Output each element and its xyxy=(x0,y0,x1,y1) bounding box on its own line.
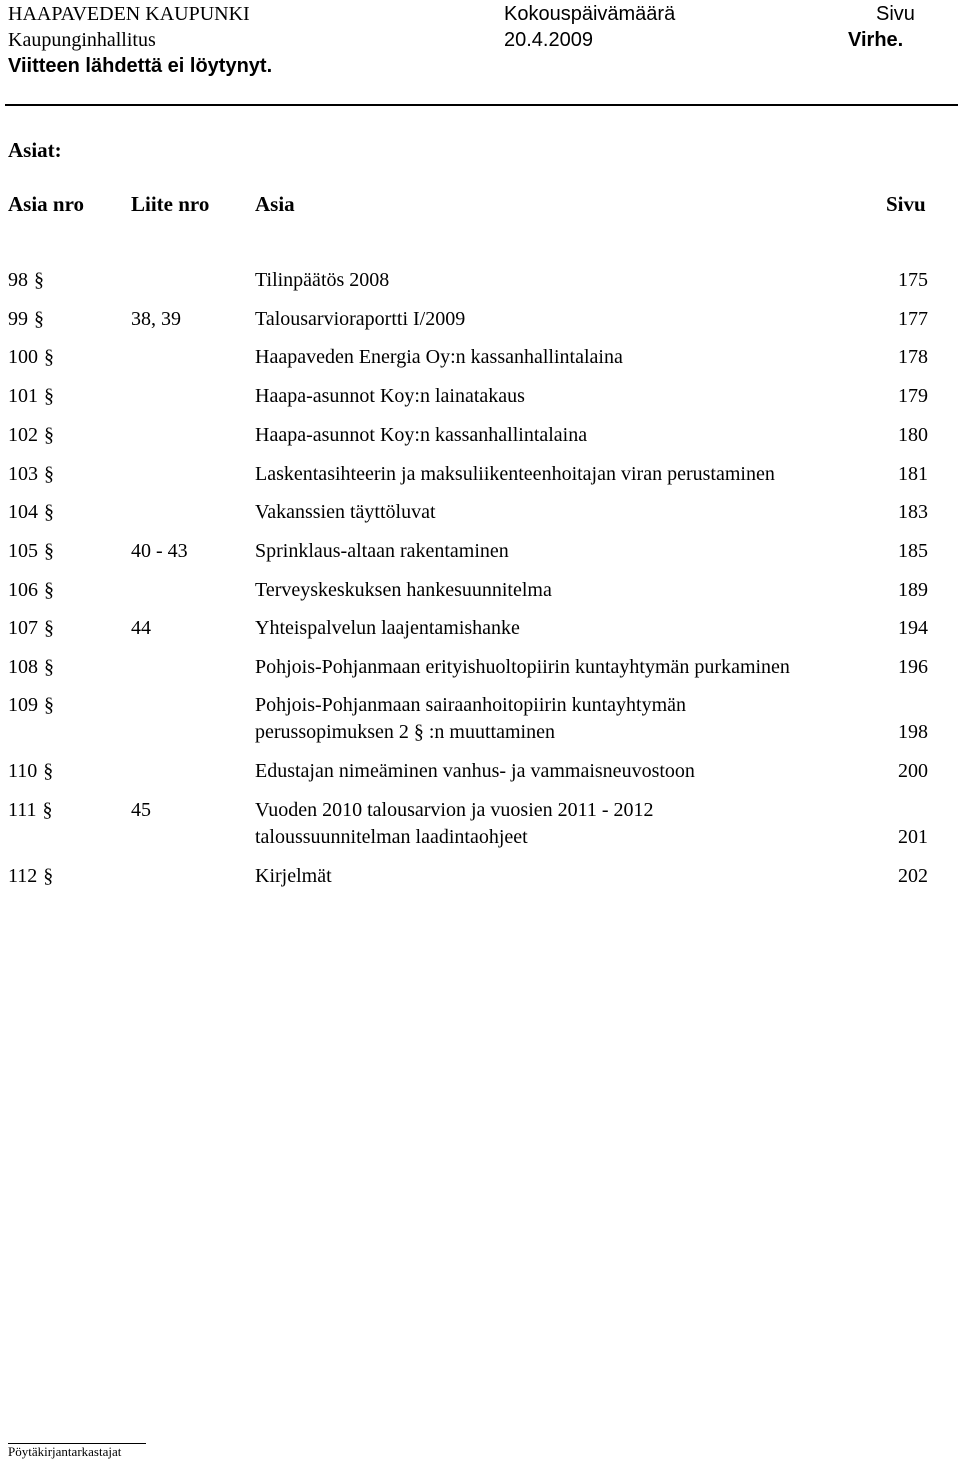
agenda-item-page: 179 xyxy=(898,385,928,407)
section-title: Asiat: xyxy=(8,138,62,162)
reference-error: Viitteen lähdettä ei löytynyt. xyxy=(8,55,273,77)
meeting-date: 20.4.2009 xyxy=(504,29,593,51)
agenda-item-title xyxy=(255,461,885,488)
agenda-item-attachment: 40 - 43 xyxy=(131,540,188,562)
agenda-item-number xyxy=(8,692,54,719)
section-symbol: § xyxy=(44,656,54,678)
agenda-item-title-line: Laskentasihteerin ja maksuliikenteenhoitajan viran perustaminen xyxy=(255,463,775,485)
agenda-item-attachment: 45 xyxy=(131,799,151,821)
item-number-text: 103 xyxy=(8,463,38,485)
item-number-text: 107 xyxy=(8,617,38,639)
item-number-text: 100 xyxy=(8,346,38,368)
agenda-item-attachment: 38, 39 xyxy=(131,308,181,330)
agenda-item-title xyxy=(255,344,885,371)
agenda-item-title-line: Tilinpäätös 2008 xyxy=(255,269,390,291)
item-number-text: 105 xyxy=(8,540,38,562)
agenda-item-page: 200 xyxy=(898,760,928,782)
footer-label: Pöytäkirjantarkastajat xyxy=(8,1444,122,1459)
item-number-text: 109 xyxy=(8,694,38,716)
agenda-item-title xyxy=(255,422,885,449)
agenda-item-page: 201 xyxy=(898,826,928,848)
item-number-text: 108 xyxy=(8,656,38,678)
item-number-text: 106 xyxy=(8,579,38,601)
agenda-item-title-line: Kirjelmät xyxy=(255,865,332,887)
agenda-item-title-line: Pohjois-Pohjanmaan erityishuoltopiirin kuntayhtymän purkaminen xyxy=(255,656,790,678)
governing-body: Kaupunginhallitus xyxy=(8,29,156,51)
agenda-item-title-line: Vakanssien täyttöluvat xyxy=(255,501,436,523)
header-divider xyxy=(5,104,958,106)
agenda-item-number xyxy=(8,499,54,526)
section-symbol: § xyxy=(44,694,54,716)
column-header-asia: Asia xyxy=(255,192,295,216)
agenda-item-title xyxy=(255,383,885,410)
agenda-item-number xyxy=(8,267,44,294)
agenda-item-title xyxy=(255,577,885,604)
agenda-item-title-line: Yhteispalvelun laajentamishanke xyxy=(255,617,520,639)
agenda-item-title-line: Terveyskeskuksen hankesuunnitelma xyxy=(255,579,552,601)
agenda-item-page: 189 xyxy=(898,579,928,601)
agenda-item-page: 194 xyxy=(898,617,928,639)
agenda-item-number xyxy=(8,863,53,890)
agenda-item-title-line: taloussuunnitelman laadintaohjeet xyxy=(255,826,528,848)
item-number-text: 101 xyxy=(8,385,38,407)
section-symbol: § xyxy=(44,540,54,562)
agenda-item-number xyxy=(8,344,54,371)
agenda-item-number xyxy=(8,461,54,488)
section-symbol: § xyxy=(44,579,54,601)
section-symbol: § xyxy=(44,424,54,446)
item-number-text: 111 xyxy=(8,799,37,821)
agenda-item-page: 198 xyxy=(898,721,928,743)
agenda-item-title xyxy=(255,797,885,851)
agenda-item-title xyxy=(255,654,885,681)
section-symbol: § xyxy=(34,269,44,291)
agenda-item-title-line: Sprinklaus-altaan rakentaminen xyxy=(255,540,509,562)
section-symbol: § xyxy=(44,346,54,368)
section-symbol: § xyxy=(43,760,54,782)
agenda-item-number xyxy=(8,615,54,642)
item-number-text: 112 xyxy=(8,865,38,887)
agenda-item-title-line: Edustajan nimeäminen vanhus- ja vammaisneuvostoon xyxy=(255,760,695,782)
page-label: Sivu xyxy=(876,3,915,25)
agenda-item-title xyxy=(255,692,885,746)
column-header-sivu: Sivu xyxy=(886,192,926,216)
agenda-item-title-line: Vuoden 2010 talousarvion ja vuosien 2011 - 2012 xyxy=(255,799,654,821)
item-number-text: 110 xyxy=(8,760,38,782)
agenda-item-number xyxy=(8,383,54,410)
section-symbol: § xyxy=(44,617,54,639)
agenda-item-page: 180 xyxy=(898,424,928,446)
agenda-item-title-line: Talousarvioraportti I/2009 xyxy=(255,308,466,330)
agenda-item-page: 181 xyxy=(898,463,928,485)
item-number-text: 99 xyxy=(8,308,28,330)
agenda-item-title xyxy=(255,538,885,565)
agenda-item-number xyxy=(8,422,54,449)
agenda-item-number xyxy=(8,758,53,785)
agenda-item-page: 185 xyxy=(898,540,928,562)
agenda-item-number xyxy=(8,654,54,681)
agenda-item-title-line: Haapa-asunnot Koy:n lainatakaus xyxy=(255,385,525,407)
item-number-text: 98 xyxy=(8,269,28,291)
section-symbol: § xyxy=(44,501,54,523)
meeting-date-label: Kokouspäivämäärä xyxy=(504,3,676,25)
agenda-item-title xyxy=(255,758,885,785)
column-header-liite-nro: Liite nro xyxy=(131,192,210,216)
agenda-item-page: 177 xyxy=(898,308,928,330)
section-symbol: § xyxy=(34,308,44,330)
agenda-item-title-line: Haapa-asunnot Koy:n kassanhallintalaina xyxy=(255,424,588,446)
agenda-item-title xyxy=(255,306,885,333)
section-symbol: § xyxy=(44,463,54,485)
section-symbol: § xyxy=(44,385,54,407)
agenda-item-title-line: Pohjois-Pohjanmaan sairaanhoitopiirin kuntayhtymän xyxy=(255,694,687,716)
agenda-item-page: 196 xyxy=(898,656,928,678)
section-symbol: § xyxy=(43,865,54,887)
column-header-asia-nro: Asia nro xyxy=(8,192,85,216)
agenda-item-title-line: Haapaveden Energia Oy:n kassanhallintalaina xyxy=(255,346,623,368)
agenda-item-page: 183 xyxy=(898,501,928,523)
agenda-item-title xyxy=(255,863,885,890)
item-number-text: 102 xyxy=(8,424,38,446)
agenda-item-number xyxy=(8,538,54,565)
agenda-item-attachment: 44 xyxy=(131,617,151,639)
page-number-error: Virhe. xyxy=(848,29,904,51)
item-number-text: 104 xyxy=(8,501,38,523)
agenda-item-page: 178 xyxy=(898,346,928,368)
agenda-item-number xyxy=(8,577,54,604)
agenda-item-number xyxy=(8,797,53,824)
organization-name: HAAPAVEDEN KAUPUNKI xyxy=(8,3,250,25)
agenda-item-title xyxy=(255,267,885,294)
agenda-item-title xyxy=(255,499,885,526)
agenda-item-page: 175 xyxy=(898,269,928,291)
section-symbol: § xyxy=(42,799,53,821)
agenda-item-page: 202 xyxy=(898,865,928,887)
agenda-item-number xyxy=(8,306,44,333)
agenda-item-title xyxy=(255,615,885,642)
agenda-item-title-line: perussopimuksen 2 § :n muuttaminen xyxy=(255,721,555,743)
